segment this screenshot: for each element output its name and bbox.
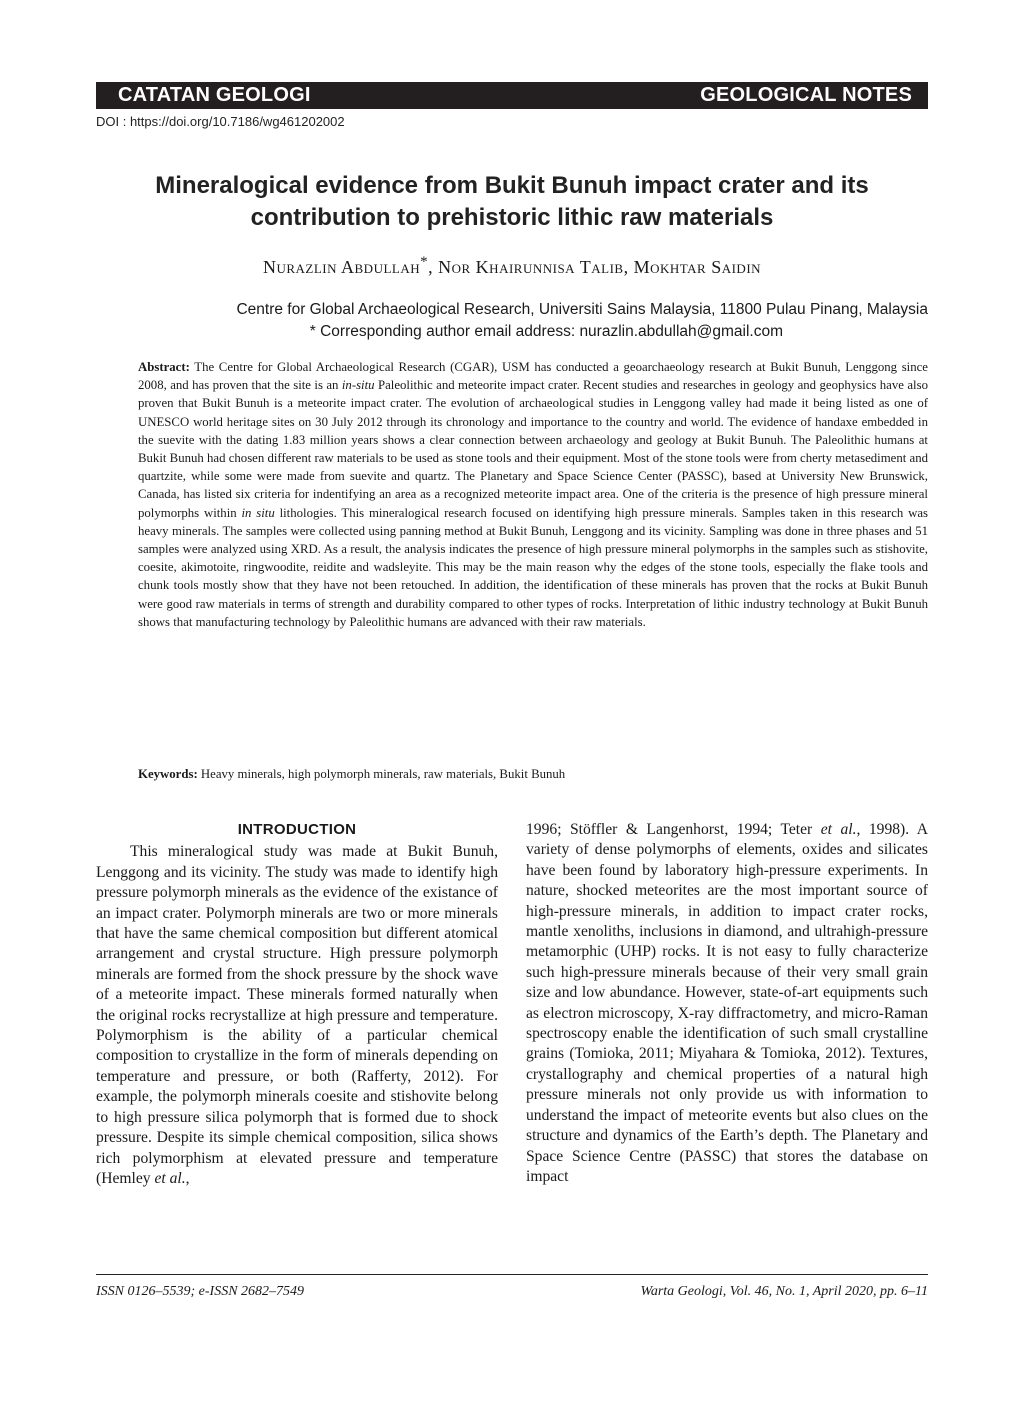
affiliation-line: Centre for Global Archaeological Research, Universiti Sains Malaysia, 11800 Pulau Pinang, Malaysia: [236, 301, 928, 318]
author-list: [96, 254, 928, 278]
keywords: [138, 767, 928, 782]
header-left-label: CATATAN GEOLOGI: [118, 84, 311, 106]
journal-section-header: [96, 82, 928, 109]
affiliation-block: [96, 299, 928, 343]
author-separator: ,: [428, 257, 439, 277]
page-footer: [96, 1284, 928, 1300]
body-italic-left: et al.: [154, 1169, 186, 1187]
abstract-italic-1: in-situ: [341, 378, 375, 393]
body-italic-right: et al.: [820, 821, 857, 838]
footer-issn: ISSN 0126–5539; e-ISSN 2682–7549: [96, 1284, 305, 1299]
title-line-1: Mineralogical evidence from Bukit Bunuh impact crater and its: [155, 172, 869, 199]
body-text-left-end: ,: [185, 1169, 190, 1187]
title-line-2: contribution to prehistoric lithic raw materials: [250, 204, 774, 231]
keywords-label: Keywords:: [138, 767, 198, 781]
body-text-left: This mineralogical study was made at Bukit Bunuh, Lenggong and its vicinity. The study was made to identify high pressure polymorph minerals as the evidence of the existance of an impact crater. Polymorph minerals are two or more minerals that have the same chemical composition but different atomical arrangement and crystal structure. High pressure polymorph minerals are formed from the shock pressure by the shock wave of a meteorite impact. These minerals formed naturally when the original rocks recrystallize at high pressure and temperature. Polymorphism is the ability of a particular chemical composition to crystallize in the form of minerals depending on temperature and pressure, or both (Rafferty, 2012). For example, the polymorph minerals coesite and stishovite belong to high pressure silica polymorph that is formed due to shock pressure. Despite its simple chemical composition, silica shows rich polymorphism at elevated pressure and temperature (Hemley: [96, 843, 498, 1187]
body-paragraph: [96, 842, 498, 1189]
abstract-text-2: Paleolithic and meteorite impact crater. Recent studies and researches in geology and geophysics have also proven that Bukit Bunuh is a meteorite impact crater. The evolution of archaeological studies in Lenggong valley had made it being listed as one of UNESCO world heritage sites on 30 July 2012 through its chronology and importance to the country and world. The evidence of handaxe embedded in the suevite with the dating 1.83 million years shows a clear connection between archaeology and geology at Bukit Bunuh. The Paleolithic humans at Bukit Bunuh had chosen different raw materials to be used as stone tools and their equipment. Most of the stone tools were from cherty metasediment and quartzite, while some were made from suevite and quartz. The Planetary and Space Science Center (PASSC), based at University New Brunswick, Canada, has listed six criteria for indentifying an area as a recognized meteorite impact area. One of the criteria is the presence of high pressure mineral polymorphs within: [138, 378, 928, 520]
abstract-label: Abstract:: [138, 360, 190, 374]
body-paragraph-continued: [526, 820, 928, 1187]
doi-line[interactable]: DOI : https://doi.org/10.7186/wg461202002: [96, 114, 345, 129]
footer-citation: Warta Geologi, Vol. 46, No. 1, April 2020, pp. 6–11: [640, 1284, 928, 1299]
corresponding-email[interactable]: * Corresponding author email address: nurazlin.abdullah@gmail.com: [309, 323, 783, 340]
abstract-text-3: lithologies. This mineralogical research focused on identifying high pressure minerals. Samples taken in this research was heavy minerals. The samples were collected using panning method at Bukit Bunuh, Lenggong and its vicinity. Sampling was done in three phases and 51 samples were analyzed using XRD. As a result, the analysis indicates the presence of high pressure mineral polymorphs in the samples such as stishovite, coesite, akimotoite, ringwoodite, reidite and wadsleyite. This may be the main reason why the edges of the stone tools, especially the flake tools and chunk tools mostly show that they have not been retouched. In addition, the identification of these minerals has proven that the rocks at Bukit Bunuh were good raw materials in terms of strength and durability compared to other types of rocks. Interpretation of lithic industry technology at Bukit Bunuh shows that manufacturing technology by Paleolithic humans are advanced with their raw materials.: [138, 505, 928, 629]
footer-divider: [96, 1274, 928, 1275]
abstract: [138, 358, 928, 631]
keywords-text: Heavy minerals, high polymorph minerals, raw materials, Bukit Bunuh: [197, 767, 566, 781]
article-title: [96, 170, 928, 234]
body-text-right-start: 1996; Stöffler & Langenhorst, 1994; Teter: [526, 821, 821, 838]
abstract-italic-2: in situ: [241, 505, 275, 520]
abstract-text-1: The Centre for Global Archaeological Research (CGAR), USM has conducted a geoarchaeology research at Bukit Bunuh, Lenggong since 2008, and has proven that the site is an: [138, 360, 928, 393]
author-3: Mokhtar Saidin: [633, 257, 762, 277]
body-column-left: [96, 820, 498, 1189]
author-2: Nor Khairunnisa Talib: [438, 257, 624, 277]
body-column-right: [526, 820, 928, 1187]
author-separator: ,: [623, 257, 634, 277]
corresponding-mark: *: [420, 254, 429, 270]
header-right-label: GEOLOGICAL NOTES: [700, 84, 912, 106]
section-heading-introduction: INTRODUCTION: [237, 821, 357, 838]
body-text-right: , 1998). A variety of dense polymorphs of elements, oxides and silicates have been found by laboratory high-pressure experiments. In nature, shocked meteorites are the most important source of high-pressure minerals, in addition to impact crater rocks, mantle xenoliths, inclusions in diamond, and ultrahigh-pressure metamorphic (UHP) rocks. It is not easy to fully characterize such high-pressure minerals because of their very small grain size and low abundance. However, state-of-art equipments such as electron microscopy, X-ray diffractometry, and micro-Raman spectroscopy enable the identification of such small crystalline grains (Tomioka, 2011; Miyahara & Tomioka, 2012). Textures, crystallography and chemical properties of a natural high pressure minerals not only provide us with information to understand the impact of meteorite events but also clues on the structure and dynamics of the Earth’s depth. The Planetary and Space Science Centre (PASSC) that stores the database on impact: [526, 821, 929, 1185]
author-1: Nurazlin Abdullah: [262, 257, 421, 277]
